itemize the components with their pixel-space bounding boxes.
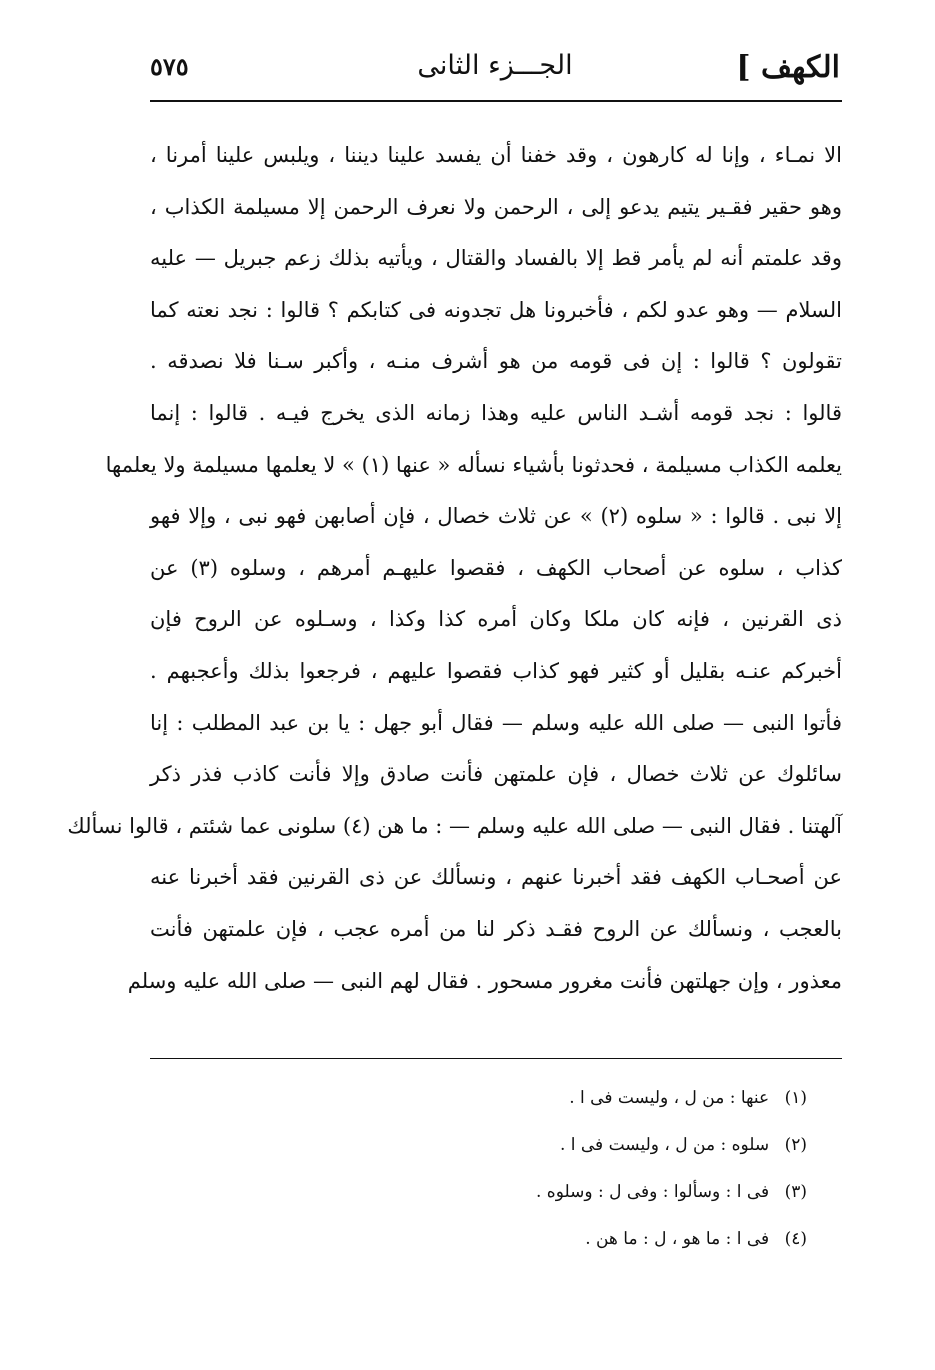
footnote-divider <box>150 1058 842 1059</box>
text-line: كذاب ، سلوه عن أصحاب الكهف ، فقصوا عليهـم أمرهم ، وسلوه (٣) عن <box>150 555 842 580</box>
text-line: سائلوك عن ثلاث خصال ، فإن علمتهن فأنت صادق وإلا فأنت كاذب فذر ذكر <box>150 762 842 787</box>
text-line: تقولون ؟ قالوا : إن فى قومه من هو أشرف منـه ، وأكبر سـنا فلا نصدقه . <box>150 349 842 374</box>
footnote-item <box>536 1169 807 1216</box>
footnote-item <box>536 1075 807 1122</box>
footnote-text: فى ا : وسألوا : وفى ل : وسلوه . <box>535 1182 770 1202</box>
surah-title: الكهف ] <box>736 50 840 85</box>
text-line: وقد علمتم أنه لم يأمر قط إلا بالفساد والقتال ، ويأتيه بذلك زعم جبريل — عليه <box>150 246 842 271</box>
text-line: عن أصحـاب الكهف فقد أخبرنا عنهم ، ونسألك عن ذى القرنين فقد أخبرنا عنه <box>150 865 842 890</box>
footnote-text: سلوه : من ل ، وليست فى ا . <box>559 1135 770 1155</box>
text-line: يعلمه الكذاب مسيلمة ، فحدثونا بأشياء نسأله « عنها (١) » لا يعلمها مسيلمة ولا يعلمها <box>105 452 842 477</box>
body-text <box>67 130 843 1007</box>
part-title: الجـــزء الثانى <box>417 50 573 81</box>
text-line: إلا نبى . قالوا : « سلوه (٢) » عن ثلاث خصال ، فإن أصابهن فهو نبى ، وإلا فهو <box>150 504 843 529</box>
footnote-text: عنها : من ل ، وليست فى ا . <box>569 1088 770 1108</box>
footnote-number: (١) <box>784 1088 807 1108</box>
footnote-number: (٣) <box>784 1182 807 1202</box>
footnote-number: (٢) <box>784 1135 807 1155</box>
text-line: ذى القرنين ، فإنه كان ملكا وكان أمره كذا وكذا ، وسـلوه عن الروح فإن <box>150 607 842 632</box>
text-line: آلهتنا . فقال النبى — صلى الله عليه وسلم — : ما هن (٤) سلونى عما شئتم ، قالوا نسألك <box>67 813 842 838</box>
text-line: بالعجب ، ونسألك عن الروح فقـد ذكر لنا من أمره عجب ، فإن علمتهن فأنت <box>150 916 842 941</box>
footnote-item <box>536 1216 807 1263</box>
text-line: وهو حقير فقـير يتيم يدعو إلى ، الرحمن ولا نعرف الرحمن إلا مسيلمة الكذاب ، <box>150 194 842 219</box>
text-line: فأتوا النبى — صلى الله عليه وسلم — فقال أبو جهل : يا بن عبد المطلب : إنا <box>150 710 842 735</box>
footnote-number: (٤) <box>784 1229 807 1249</box>
header-divider <box>150 100 842 102</box>
footnotes <box>536 1075 807 1263</box>
page-number: ٥٧٥ <box>150 52 189 81</box>
running-header <box>150 50 840 96</box>
text-line: السلام — وهو عدو لكم ، فأخبرونا هل تجدونه فى كتابكم ؟ قالوا : نجد نعته كما <box>150 297 842 322</box>
footnote-text: فى ا : ما هو ، ل : ما هن . <box>585 1229 770 1249</box>
footnote-item <box>536 1122 807 1169</box>
text-line: الا نمـاء ، وإنا له كارهون ، وقد خفنا أن يفسد علينا ديننا ، ويلبس علينا أمرنا ، <box>150 143 842 167</box>
text-line: أخبركم عنـه بقليل أو كثير فهو كذاب فقصوا عليهم ، فرجعوا بذلك وأعجبهم . <box>150 658 842 683</box>
text-line: قالوا : نجد قومه أشـد الناس عليه وهذا زمانه الذى يخرج فيـه . قالوا : إنما <box>150 400 842 425</box>
text-line: معذور ، وإن جهلتهن فأنت مغرور مسحور . فقال لهم النبى — صلى الله عليه وسلم <box>127 968 842 993</box>
